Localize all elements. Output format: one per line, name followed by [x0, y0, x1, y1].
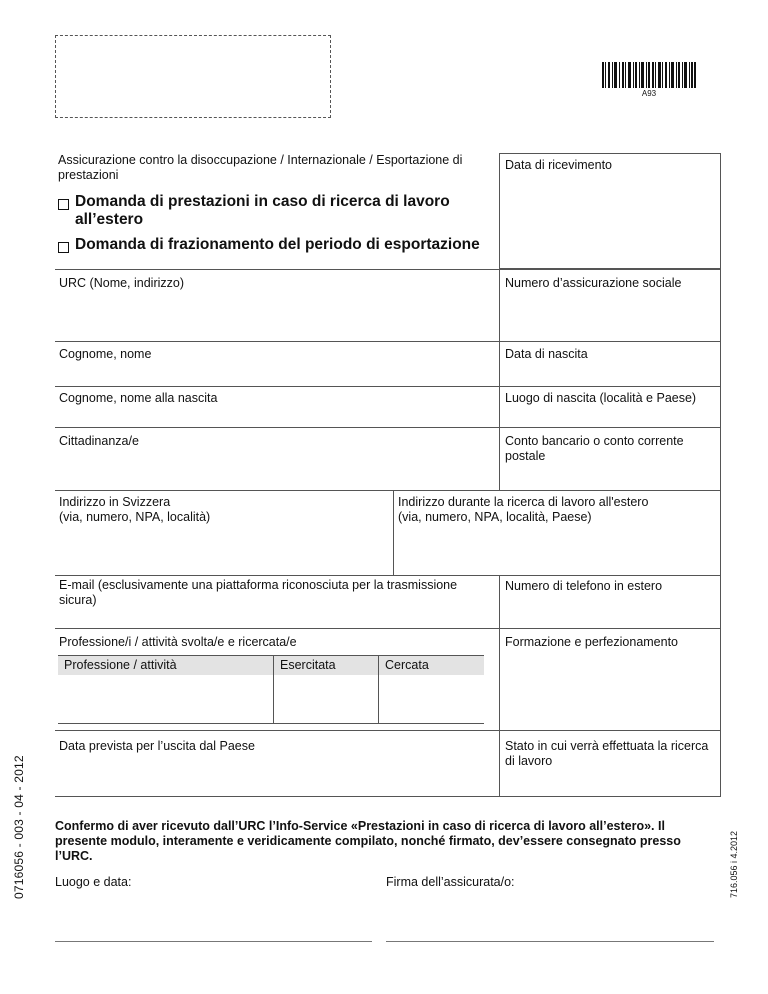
social-security-field[interactable]: Numero d’assicurazione sociale — [505, 276, 682, 290]
profession-col-performed: Esercitata — [280, 658, 336, 672]
profession-table-bottom — [58, 723, 484, 724]
place-date-line[interactable] — [55, 941, 372, 942]
stamp-area — [55, 35, 331, 118]
received-date-box[interactable] — [499, 153, 721, 269]
form-code-right: 716.056 i 4.2012 — [729, 830, 739, 898]
profession-col-activity: Professione / attività — [64, 658, 177, 672]
column-divider-upper — [499, 269, 500, 490]
profession-input-activity[interactable] — [58, 676, 272, 722]
profession-input-sought[interactable] — [379, 676, 484, 722]
phone-abroad-field[interactable]: Numero di telefono in estero — [505, 579, 663, 593]
name-field[interactable]: Cognome, nome — [59, 347, 152, 361]
birth-name-field[interactable]: Cognome, nome alla nascita — [59, 391, 218, 405]
email-field[interactable]: E-mail (esclusivamente una piattaforma riconosciuta per la trasmissione sicura) — [59, 578, 458, 607]
profession-input-performed[interactable] — [274, 676, 377, 722]
barcode — [602, 62, 696, 88]
barcode-caption: A93 — [641, 89, 657, 98]
profession-col-sought: Cercata — [385, 658, 429, 672]
address-switzerland-field[interactable]: Indirizzo in Svizzera (via, numero, NPA, località) — [59, 495, 211, 524]
birth-place-field[interactable]: Luogo di nascita (località e Paese) — [505, 391, 697, 405]
row-divider — [55, 490, 721, 491]
checkbox-row-fractioning[interactable] — [58, 236, 515, 254]
row-divider — [55, 427, 721, 428]
column-divider-lower — [499, 575, 500, 797]
row-divider — [55, 386, 721, 387]
column-divider-middle — [393, 490, 394, 575]
profession-label: Professione/i / attività svolta/e e ricercata/e — [59, 635, 297, 649]
checkbox-fractioning-label: Domanda di frazionamento del periodo di esportazione — [75, 236, 480, 253]
checkbox-job-search-label: Domanda di prestazioni in caso di ricerca di lavoro all’estero — [75, 193, 450, 228]
row-divider — [55, 341, 721, 342]
confirmation-text: Confermo di aver ricevuto dall’URC l’Info-Service «Prestazioni in caso di ricerca di lavoro all’estero». Il presente modulo, interamente e veridicamente compilato, nonché firmato, dev’essere consegnato presso l’URC. — [55, 819, 681, 863]
row-divider — [55, 575, 721, 576]
place-date-label: Luogo e data: — [55, 875, 132, 889]
checkbox-row-job-search[interactable] — [58, 193, 495, 229]
citizenship-field[interactable]: Cittadinanza/e — [59, 434, 139, 448]
form-code-left: 0716056 - 003 - 04 - 2012 — [12, 755, 26, 899]
education-field[interactable]: Formazione e perfezionamento — [505, 635, 679, 649]
institution-header: Assicurazione contro la disoccupazione / Internazionale / Esportazione di prestazioni — [58, 153, 463, 182]
received-date-label: Data di ricevimento — [505, 158, 612, 172]
signature-label: Firma dell’assicurata/o: — [386, 875, 515, 889]
row-divider — [55, 730, 721, 731]
row-divider — [55, 628, 721, 629]
departure-date-field[interactable]: Data prevista per l’uscita dal Paese — [59, 739, 255, 753]
birth-date-field[interactable]: Data di nascita — [505, 347, 588, 361]
search-country-field[interactable]: Stato in cui verrà effettuata la ricerca di lavoro — [505, 739, 709, 768]
bank-account-field[interactable]: Conto bancario o conto corrente postale — [505, 434, 684, 463]
urc-field[interactable]: URC (Nome, indirizzo) — [59, 276, 185, 290]
address-abroad-field[interactable]: Indirizzo durante la ricerca di lavoro all'estero (via, numero, NPA, località, Paese) — [398, 495, 649, 524]
signature-line[interactable] — [386, 941, 714, 942]
checkbox-job-search[interactable] — [58, 199, 69, 210]
checkbox-fractioning[interactable] — [58, 242, 69, 253]
